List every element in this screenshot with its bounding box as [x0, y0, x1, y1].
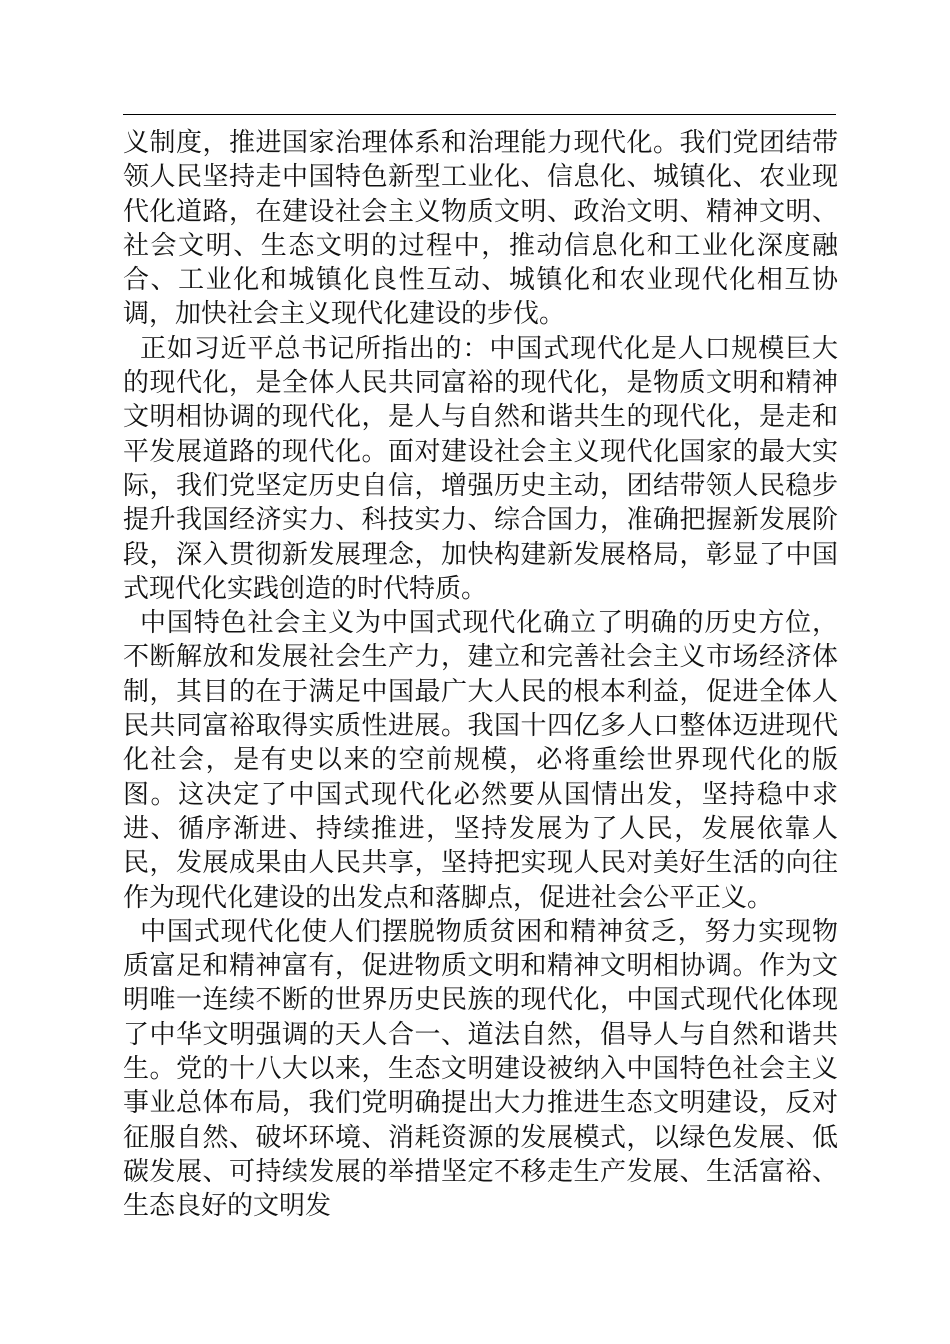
header-rule — [123, 114, 836, 115]
paragraph-3: 中国特色社会主义为中国式现代化确立了明确的历史方位，不断解放和发展社会生产力，建立和完善社会主义市场经济体制，其目的在于满足中国最广大人民的根本利益，促进全体人民共同富裕取得实质性进展。我国十四亿多人口整体迈进现代化社会，是有史以来的空前规模，必将重绘世界现代化的版图。这决定了中国式现代化必然要从国情出发，坚持稳中求进、循序渐进、持续推进，坚持发展为了人民，发展依靠人民，发展成果由人民共享，坚持把实现人民对美好生活的向往作为现代化建设的出发点和落脚点，促进社会公平正义。 — [123, 608, 838, 913]
body-text — [123, 126, 838, 1224]
paragraph-2: 正如习近平总书记所指出的：中国式现代化是人口规模巨大的现代化，是全体人民共同富裕的现代化，是物质文明和精神文明相协调的现代化，是人与自然和谐共生的现代化，是走和平发展道路的现代化。面对建设社会主义现代化国家的最大实际，我们党坚定历史自信，增强历史主动，团结带领人民稳步提升我国经济实力、科技实力、综合国力，准确把握新发展阶段，深入贯彻新发展理念，加快构建新发展格局，彰显了中国式现代化实践创造的时代特质。 — [123, 333, 838, 604]
paragraph-1: 义制度，推进国家治理体系和治理能力现代化。我们党团结带领人民坚持走中国特色新型工业化、信息化、城镇化、农业现代化道路，在建设社会主义物质文明、政治文明、精神文明、社会文明、生态文明的过程中，推动信息化和工业化深度融合、工业化和城镇化良性互动、城镇化和农业现代化相互协调，加快社会主义现代化建设的步伐。 — [123, 128, 838, 330]
paragraph-4: 中国式现代化使人们摆脱物质贫困和精神贫乏，努力实现物质富足和精神富有，促进物质文明和精神文明相协调。作为文明唯一连续不断的世界历史民族的现代化，中国式现代化体现了中华文明强调的天人合一、道法自然，倡导人与自然和谐共生。党的十八大以来，生态文明建设被纳入中国特色社会主义事业总体布局，我们党明确提出大力推进生态文明建设，反对征服自然、破坏环境、消耗资源的发展模式，以绿色发展、低碳发展、可持续发展的举措坚定不移走生产发展、生活富裕、生态良好的文明发 — [123, 916, 838, 1222]
